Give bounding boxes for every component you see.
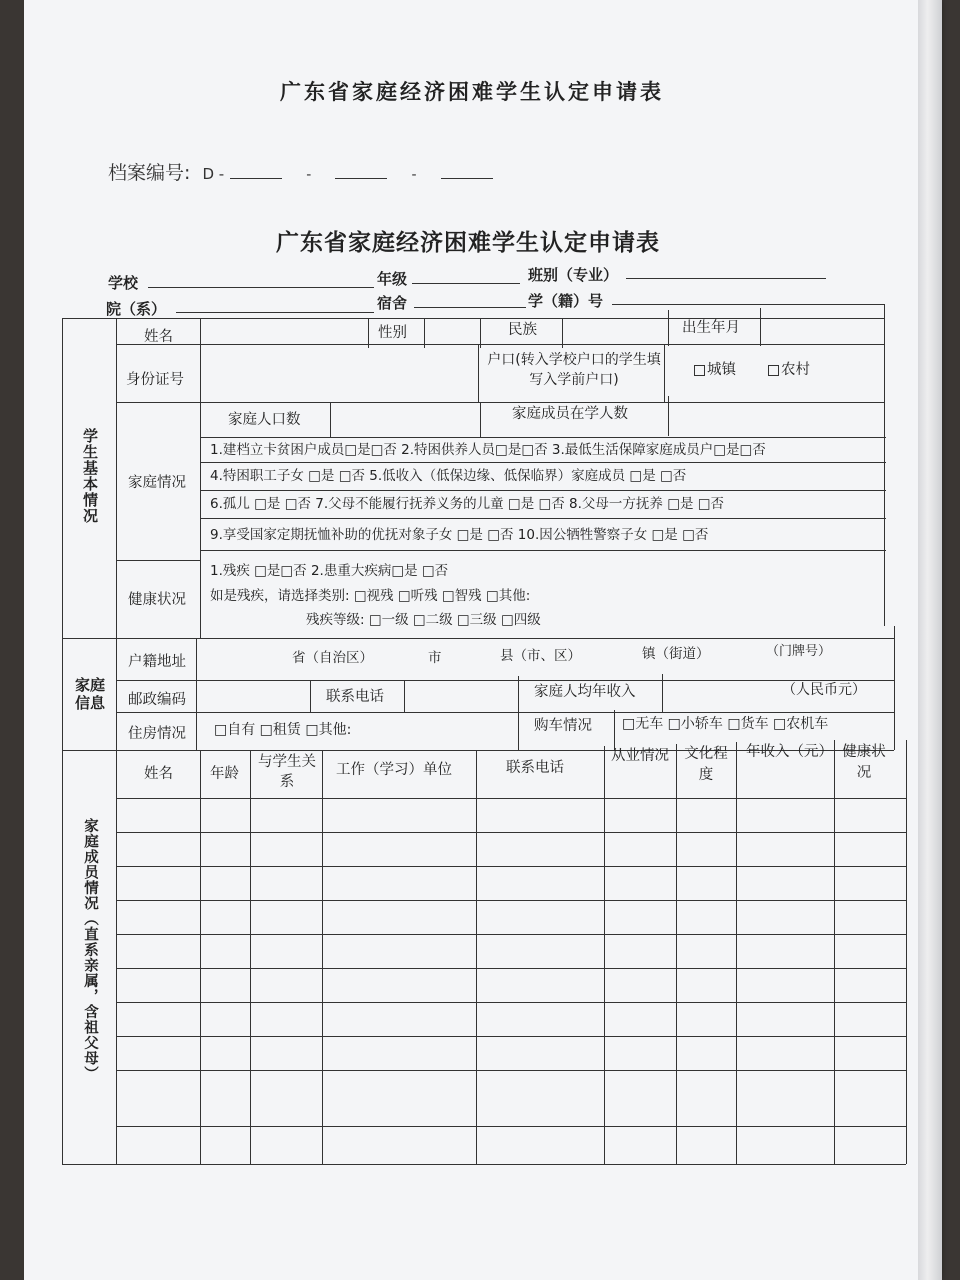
grade-field[interactable] [412, 282, 520, 284]
archive-number [108, 158, 493, 185]
class-field[interactable] [626, 277, 826, 279]
member-col-name: 姓名 [144, 766, 173, 782]
income-unit: （人民币元） [782, 682, 866, 698]
family-status-line-3[interactable]: 6.孤儿 □是 □否 7.父母不能履行抚养义务的儿童 □是 □否 8.父母一方抚养 □是 □否 [210, 496, 725, 512]
hukou-note: 户口(转入学校户口的学生填写入学前户口) [487, 352, 661, 389]
college-field[interactable] [176, 311, 374, 313]
hukou-urban-option[interactable] [690, 362, 736, 379]
member-col-work: 工作（学习）单位 [336, 762, 452, 778]
family-status-line-1[interactable]: 1.建档立卡贫困户成员□是□否 2.特困供养人员□是□否 3.最低生活保障家庭成员户□是□否 [210, 442, 766, 458]
student-no-field[interactable] [612, 303, 884, 305]
health-line-1[interactable]: 1.残疾 □是□否 2.患重大疾病□是 □否 [210, 563, 449, 579]
paper-stack-edge [918, 0, 942, 1280]
label-in-school: 家庭成员在学人数 [512, 406, 628, 422]
school-field[interactable] [148, 286, 374, 288]
archive-blank-3[interactable] [441, 164, 493, 179]
ethnicity-input[interactable] [566, 320, 662, 342]
hukou-rural-option[interactable] [764, 362, 810, 379]
address-county: 县（市、区） [500, 648, 581, 664]
dorm-field[interactable] [414, 306, 526, 308]
housing-options[interactable]: □自有 □租赁 □其他: [214, 722, 352, 738]
urban-label: 城镇 [707, 362, 736, 378]
member-row[interactable] [118, 1038, 904, 1068]
in-school-input[interactable] [672, 402, 880, 430]
label-income: 家庭人均年收入 [534, 684, 636, 700]
health-line-2[interactable]: 如是残疾，请选择类别: □视残 □听残 □智残 □其他: [210, 588, 531, 604]
member-row[interactable] [118, 1072, 904, 1124]
address-province: 省（自治区） [292, 650, 373, 666]
address-town: 镇（街道） [642, 646, 710, 662]
member-col-employment: 从业情况 [611, 748, 669, 764]
phone-input[interactable] [408, 684, 514, 708]
label-phone: 联系电话 [326, 689, 384, 705]
label-car: 购车情况 [534, 718, 592, 734]
section-family-info: 家庭信息 [74, 676, 105, 712]
school-label: 学校 [108, 274, 139, 292]
address-door: （门牌号） [766, 644, 832, 659]
label-housing: 住房情况 [128, 726, 186, 742]
section-student-basic: 学生基本情况 [81, 428, 99, 524]
member-row[interactable] [118, 834, 904, 864]
archive-blank-1[interactable] [230, 164, 282, 179]
label-family-status: 家庭情况 [128, 475, 186, 491]
dorm-label: 宿舍 [377, 294, 408, 312]
member-row[interactable] [118, 1128, 904, 1162]
label-ethnicity: 民族 [508, 322, 537, 338]
archive-prefix: D - [202, 165, 225, 183]
form-title: 广东省家庭经济困难学生认定申请表 [276, 230, 660, 256]
label-name: 姓名 [144, 329, 173, 345]
checkbox-icon [694, 365, 705, 376]
label-hukou-address: 户籍地址 [128, 654, 186, 670]
car-options[interactable]: □无车 □小轿车 □货车 □农机车 [622, 716, 829, 732]
member-row[interactable] [118, 800, 904, 830]
section-family-members: 家庭成员情况（直系亲属，含祖父母） [82, 818, 98, 1082]
member-col-health: 健康状况 [842, 744, 886, 782]
birth-input[interactable] [764, 314, 880, 336]
archive-label: 档案编号: [108, 162, 191, 184]
label-family-size: 家庭人口数 [228, 412, 301, 428]
label-postcode: 邮政编码 [128, 692, 186, 708]
family-status-line-2[interactable]: 4.特困职工子女 □是 □否 5.低收入（低保边缘、低保临界）家庭成员 □是 □否 [210, 468, 687, 484]
member-row[interactable] [118, 936, 904, 966]
college-label: 院（系） [106, 300, 167, 318]
member-col-income: 年收入（元） [746, 744, 833, 760]
page-header-title: 广东省家庭经济困难学生认定申请表 [280, 80, 664, 104]
member-row[interactable] [118, 1004, 904, 1034]
archive-sep-2: - [411, 167, 417, 183]
member-row[interactable] [118, 868, 904, 898]
postcode-input[interactable] [202, 684, 306, 708]
family-size-input[interactable] [336, 406, 474, 432]
gender-input[interactable] [428, 322, 476, 344]
name-input[interactable] [210, 322, 360, 344]
class-label: 班别（专业） [528, 266, 619, 284]
archive-sep-1: - [306, 167, 312, 183]
member-row[interactable] [118, 970, 904, 1000]
label-id-card: 身份证号 [126, 372, 184, 388]
archive-blank-2[interactable] [335, 164, 387, 179]
label-birth: 出生年月 [682, 320, 740, 336]
health-line-3[interactable]: 残疾等级: □一级 □二级 □三级 □四级 [306, 612, 541, 628]
id-card-input[interactable] [206, 352, 474, 396]
member-row[interactable] [118, 902, 904, 932]
member-col-age: 年龄 [210, 766, 239, 782]
label-health-status: 健康状况 [128, 592, 186, 608]
address-city: 市 [428, 650, 442, 666]
family-status-line-4[interactable]: 9.享受国家定期抚恤补助的优抚对象子女 □是 □否 10.因公牺牲警察子女 □是 □否 [210, 527, 709, 543]
rural-label: 农村 [781, 362, 810, 378]
student-no-label: 学（籍）号 [528, 292, 604, 310]
member-col-relation: 与学生关系 [258, 754, 316, 791]
member-col-phone: 联系电话 [506, 760, 564, 776]
checkbox-icon [768, 365, 779, 376]
grade-label: 年级 [377, 270, 408, 288]
label-gender: 性别 [378, 325, 407, 341]
member-col-education: 文化程度 [684, 746, 728, 784]
